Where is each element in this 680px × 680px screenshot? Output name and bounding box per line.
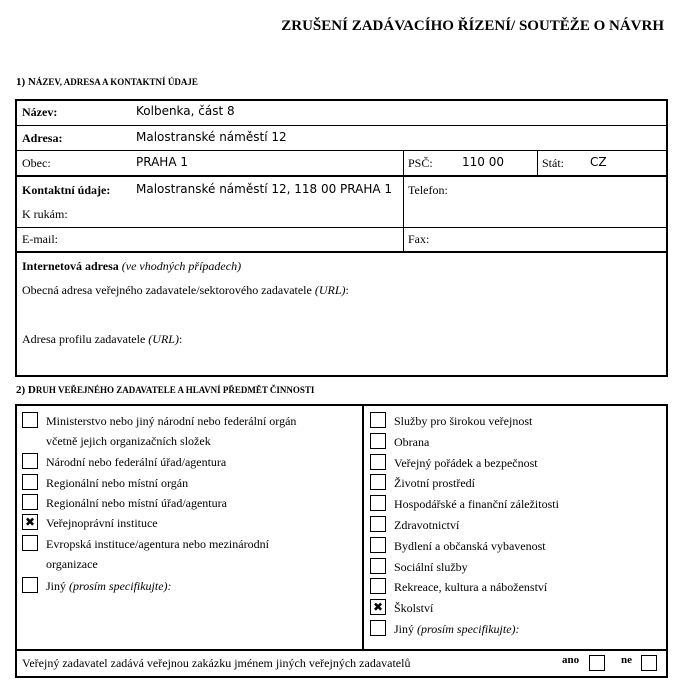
right-checkbox-label-0: Služby pro širokou veřejnost bbox=[394, 414, 533, 428]
profil-label: Adresa profilu zadavatele bbox=[22, 332, 146, 346]
psc-label: PSČ: bbox=[408, 156, 433, 170]
left-checkbox-2[interactable] bbox=[22, 474, 38, 490]
email-label: E-mail: bbox=[22, 232, 58, 246]
left-checkbox-6[interactable] bbox=[22, 577, 38, 593]
internet-note: (ve vhodných případech) bbox=[121, 259, 242, 273]
left-checkbox-0[interactable] bbox=[22, 412, 38, 428]
right-checkbox-2[interactable] bbox=[370, 454, 386, 470]
right-checkbox-label-10: Jiný (prosím specifikujte): bbox=[394, 622, 520, 636]
right-checkbox-label-7: Sociální služby bbox=[394, 559, 468, 574]
right-checkbox-10[interactable] bbox=[370, 620, 386, 636]
telefon-label: Telefon: bbox=[408, 183, 448, 197]
obec-label: Obec: bbox=[22, 156, 51, 170]
left-checkbox-4[interactable]: ✖ bbox=[22, 514, 38, 530]
section-1-heading-num: 1) N bbox=[16, 76, 36, 88]
left-checkbox-label-4: Veřejnoprávní instituce bbox=[46, 516, 158, 530]
ne-checkbox[interactable] bbox=[641, 655, 657, 671]
obecna-label-line: Obecná adresa veřejného zadavatele/sektorového zadavatele (URL): bbox=[22, 283, 349, 297]
left-checkbox-label-2: Regionální nebo místní orgán bbox=[46, 476, 189, 490]
right-checkbox-1[interactable] bbox=[370, 433, 386, 449]
right-checkbox-label-1: Obrana bbox=[394, 434, 430, 449]
left-checkbox-1[interactable] bbox=[22, 453, 38, 469]
right-checkbox-label-8: Rekreace, kultura a náboženství bbox=[394, 580, 548, 595]
right-checkbox-9[interactable]: ✖ bbox=[370, 599, 386, 615]
krukam-label: K rukám: bbox=[22, 207, 68, 221]
psc-value: 110 00 bbox=[462, 155, 504, 169]
right-checkbox-label-4: Hospodářské a finanční záležitosti bbox=[394, 497, 559, 512]
left-checkbox-label-6: Jiný (prosím specifikujte): bbox=[46, 579, 172, 593]
nazev-label: Název: bbox=[22, 105, 58, 119]
right-checkbox-7[interactable] bbox=[370, 558, 386, 574]
section-1-heading-rest: ÁZEV, ADRESA A KONTAKTNÍ ÚDAJE bbox=[35, 77, 198, 87]
section-2-heading-num: 2) D bbox=[16, 384, 36, 396]
internet-label: Internetová adresa bbox=[22, 259, 119, 273]
footer-question: Veřejný zadavatel zadává veřejnou zakázku jménem jiných veřejných zadavatelů bbox=[22, 656, 411, 670]
fax-label: Fax: bbox=[408, 232, 430, 246]
obec-value: PRAHA 1 bbox=[136, 155, 188, 169]
profil-label-line: Adresa profilu zadavatele (URL): bbox=[22, 332, 183, 346]
kontakt-value: Malostranské náměstí 12, 118 00 PRAHA 1 bbox=[136, 182, 393, 196]
stat-label: Stát: bbox=[542, 156, 565, 170]
obecna-label: Obecná adresa veřejného zadavatele/sektorového zadavatele bbox=[22, 283, 312, 297]
adresa-label: Adresa: bbox=[22, 131, 63, 145]
left-checkbox-label-5-line2: organizace bbox=[46, 557, 98, 571]
adresa-value: Malostranské náměstí 12 bbox=[136, 130, 287, 144]
right-checkbox-3[interactable] bbox=[370, 474, 386, 490]
section-1-heading bbox=[16, 76, 198, 88]
right-checkbox-label-9: Školství bbox=[394, 601, 434, 616]
stat-value: CZ bbox=[590, 155, 607, 169]
left-checkbox-label-0-line2: včetně jejich organizačních složek bbox=[46, 434, 211, 448]
obecna-note: (URL) bbox=[314, 283, 346, 297]
internet-label-line bbox=[22, 259, 241, 274]
right-checkbox-6[interactable] bbox=[370, 537, 386, 553]
left-checkbox-label-0: Ministerstvo nebo jiný národní nebo federální orgán bbox=[46, 414, 297, 428]
right-checkbox-4[interactable] bbox=[370, 495, 386, 511]
kontakt-label: Kontaktní údaje: bbox=[22, 183, 111, 197]
left-checkbox-3[interactable] bbox=[22, 494, 38, 510]
nazev-value: Kolbenka, část 8 bbox=[136, 104, 235, 118]
left-checkbox-label-5: Evropská instituce/agentura nebo mezinárodní bbox=[46, 537, 269, 551]
section-2-heading bbox=[16, 384, 314, 396]
left-checkbox-5[interactable] bbox=[22, 535, 38, 551]
right-checkbox-0[interactable] bbox=[370, 412, 386, 428]
right-checkbox-label-2: Veřejný pořádek a bezpečnost bbox=[394, 455, 538, 470]
right-checkbox-5[interactable] bbox=[370, 516, 386, 532]
section-2-heading-rest: RUH VEŘEJNÉHO ZADAVATELE A HLAVNÍ PŘEDMĚT ČINNOSTI bbox=[35, 385, 315, 395]
ne-label: ne bbox=[621, 654, 632, 666]
left-checkbox-label-1: Národní nebo federální úřad/agentura bbox=[46, 455, 227, 469]
ano-checkbox[interactable] bbox=[589, 655, 605, 671]
right-checkbox-label-5: Zdravotnictví bbox=[394, 518, 460, 532]
right-checkbox-label-3: Životní prostředí bbox=[394, 476, 475, 491]
right-checkbox-label-6: Bydlení a občanská vybavenost bbox=[394, 538, 546, 553]
ano-label: ano bbox=[562, 654, 580, 666]
right-checkbox-8[interactable] bbox=[370, 578, 386, 594]
left-checkbox-label-3: Regionální nebo místní úřad/agentura bbox=[46, 496, 227, 510]
document-title: ZRUŠENÍ ZADÁVACÍHO ŘÍZENÍ/ SOUTĚŽE O NÁVRH bbox=[281, 18, 664, 34]
profil-note: (URL) bbox=[148, 332, 179, 346]
